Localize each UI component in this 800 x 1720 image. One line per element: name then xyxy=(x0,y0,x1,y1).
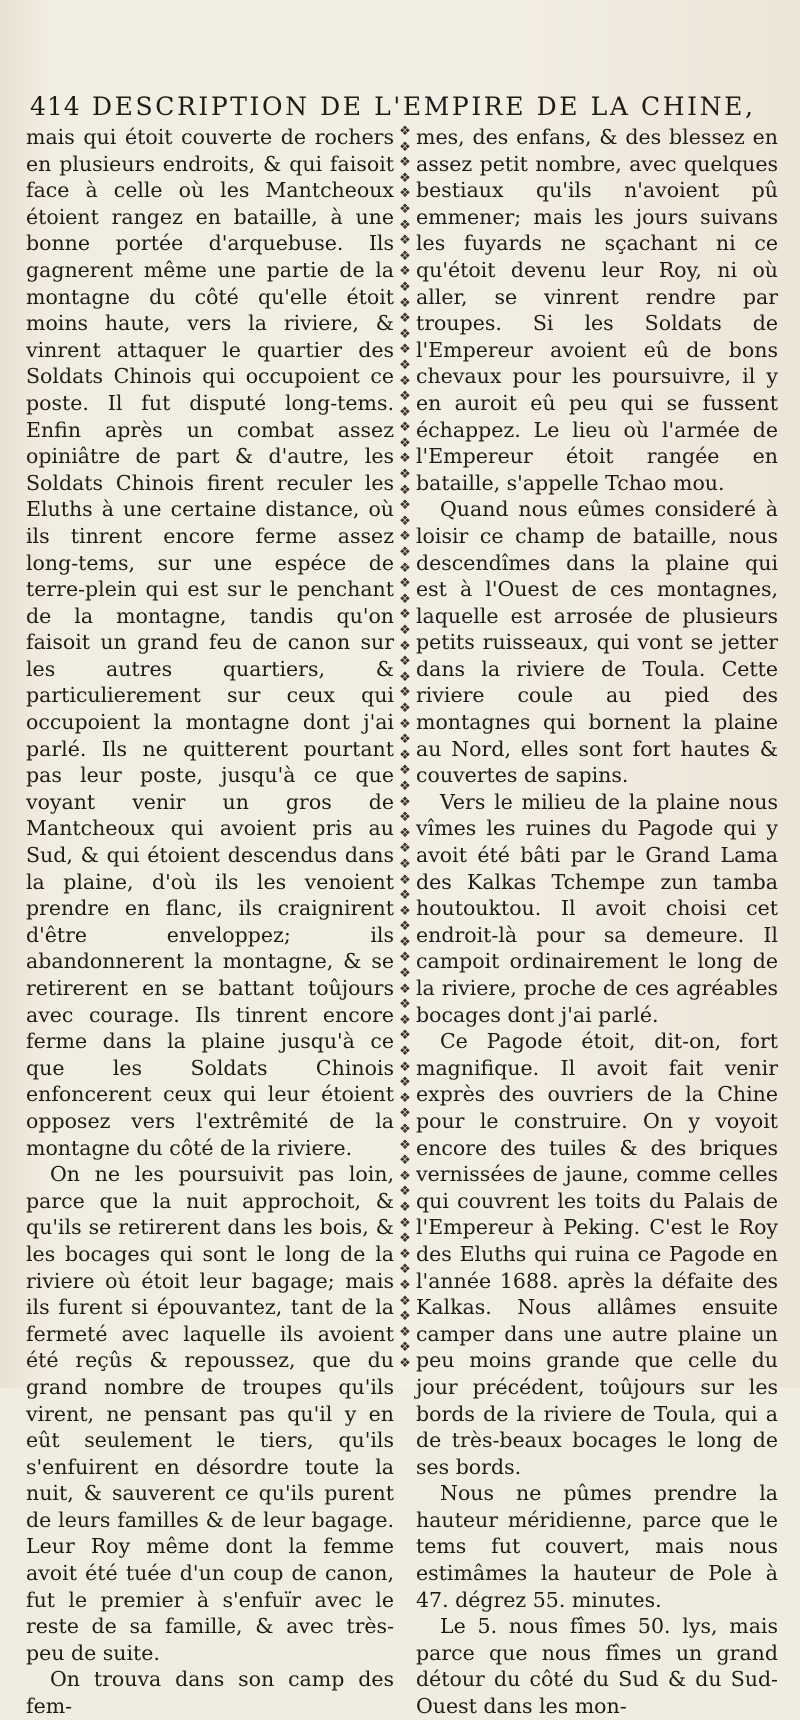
ornament-glyph: ❖ xyxy=(399,591,411,607)
ornament-glyph: ❖ xyxy=(399,264,411,280)
column-divider-ornament xyxy=(398,124,412,1376)
ornament-glyph: ❖ xyxy=(399,903,411,919)
ornament-glyph: ❖ xyxy=(399,1075,411,1091)
ornament-glyph: ❖ xyxy=(399,467,411,483)
ornament-glyph: ❖ xyxy=(399,825,411,841)
ornament-glyph: ❖ xyxy=(399,1231,411,1247)
ornament-glyph: ❖ xyxy=(399,124,411,139)
page-number: 414 xyxy=(30,92,81,121)
ornament-glyph: ❖ xyxy=(399,217,411,233)
ornament-glyph: ❖ xyxy=(399,576,411,592)
left-column xyxy=(26,124,394,1720)
ornament-glyph: ❖ xyxy=(399,155,411,171)
ornament-glyph: ❖ xyxy=(399,1090,411,1106)
ornament-glyph: ❖ xyxy=(399,638,411,654)
ornament-glyph: ❖ xyxy=(399,1277,411,1293)
ornament-glyph: ❖ xyxy=(399,295,411,311)
ornament-glyph: ❖ xyxy=(399,1340,411,1356)
ornament-glyph: ❖ xyxy=(399,1137,411,1153)
ornament-glyph: ❖ xyxy=(399,794,411,810)
ornament-glyph: ❖ xyxy=(399,1355,411,1371)
ornament-glyph: ❖ xyxy=(399,1168,411,1184)
left-paragraph-1: mais qui étoit couverte de rochers en plusieurs endroits, & qui faisoit face à celle où les Mantcheoux étoient rangez en bataille, à une bonne portée d'arquebuse. Ils gagnerent même une partie de la montagne du côté qu'elle étoit moins haute, vers la riviere, & vinrent attaquer le quartier des Soldats Chinois qui occupoient ce poste. Il fut disputé long-tems. Enfin après un combat assez opiniâtre de part & d'autre, les Soldats Chinois firent reculer les Eluths à une certaine distance, où ils tinrent encore ferme assez long-tems, sur une espéce de terre-plein qui est sur le penchant de la montagne, tandis qu'on faisoit un grand feu de canon sur les autres quartiers, & particulierement sur ceux qui occupoient la montagne dont j'ai parlé. Ils ne quitterent pourtant pas leur poste, jusqu'à ce que voyant venir un gros de Mantcheoux qui avoient pris au Sud, & qui étoient descendus dans la plaine, d'où ils les venoient prendre en flanc, ils craignirent d'être enveloppez; ils abandonnerent la montagne, & se retirerent en se battant toûjours avec courage. Ils tinrent encore ferme dans la plaine jusqu'à ce que les Soldats Chinois enfoncerent ceux qui leur étoient opposez vers l'extrêmité de la montagne du côté de la riviere. xyxy=(26,125,394,1160)
ornament-glyph: ❖ xyxy=(399,1059,411,1075)
ornament-glyph: ❖ xyxy=(399,435,411,451)
right-paragraph-4: Ce Pagode étoit, dit-on, fort magnifique. Il avoit fait venir exprès des ouvriers de la Chine pour le construire. On y voyoit encore des tuiles & des briques vernissées de jaune, comme celles qui couvrent les toits du Palais de l'Empereur à Peking. C'est le Roy des Eluths qui ruina ce Pagode en l'année 1688. après la défaite des Kalkas. Nous allâmes ensuite camper dans une autre plaine un peu moins grande que celle du jour précédent, toûjours sur les bords de la riviere de Toula, qui a de très-beaux bocages le long de ses bords. xyxy=(416,1029,778,1479)
right-paragraph-2: Quand nous eûmes consideré à loisir ce champ de bataille, nous descendîmes dans la plaine qui est à l'Ouest de ces montagnes, laquelle est arrosée de plusieurs petits ruisseaux, qui vont se jetter dans la riviere de Toula. Cette riviere coule au pied des montagnes qui bornent la plaine au Nord, elles sont fort hautes & couvertes de sapins. xyxy=(416,497,778,788)
ornament-glyph: ❖ xyxy=(399,1153,411,1169)
ornament-glyph: ❖ xyxy=(399,1199,411,1215)
ornament-glyph: ❖ xyxy=(399,373,411,389)
ornament-glyph: ❖ xyxy=(399,326,411,342)
ornament-glyph: ❖ xyxy=(399,404,411,420)
ornament-glyph: ❖ xyxy=(399,1262,411,1278)
ornament-glyph: ❖ xyxy=(399,139,411,155)
ornament-glyph: ❖ xyxy=(399,747,411,763)
ornament-glyph: ❖ xyxy=(399,1309,411,1325)
ornament-glyph: ❖ xyxy=(399,513,411,529)
running-head: DESCRIPTION DE L'EMPIRE DE LA CHINE, xyxy=(92,92,756,121)
right-paragraph-5: Nous ne pûmes prendre la hauteur méridienne, parce que le tems fut couvert, mais nous estimâmes la hauteur de Pole à 47. dégrez 55. minutes. xyxy=(416,1481,778,1612)
left-paragraph-2: On ne les poursuivit pas loin, parce que la nuit approchoit, & qu'ils se retirerent dans les bois, & les bocages qui sont le long de la riviere où étoit leur bagage; mais ils furent si épouvantez, tant de la fermeté avec laquelle ils avoient été reçûs & repoussez, que du grand nombre de troupes qu'ils virent, ne pensant pas qu'il y en eût seulement le tiers, qu'ils s'enfuirent en désordre toute la nuit, & sauverent ce qu'ils purent de leurs familles & de leur bagage. Leur Roy même dont la femme avoit été tuée d'un coup de canon, fut le premier à s'enfuïr avec le reste de sa famille, & avec très-peu de suite. xyxy=(26,1162,394,1665)
ornament-glyph: ❖ xyxy=(399,248,411,264)
ornament-glyph: ❖ xyxy=(399,357,411,373)
ornament-glyph: ❖ xyxy=(399,545,411,561)
ornament-glyph: ❖ xyxy=(399,841,411,857)
ornament-glyph: ❖ xyxy=(399,420,411,436)
ornament-glyph: ❖ xyxy=(399,279,411,295)
ornament-glyph: ❖ xyxy=(399,1012,411,1028)
ornament-glyph: ❖ xyxy=(399,1215,411,1231)
ornament-glyph: ❖ xyxy=(399,763,411,779)
ornament-glyph: ❖ xyxy=(399,1324,411,1340)
ornament-glyph: ❖ xyxy=(399,1293,411,1309)
right-paragraph-3: Vers le milieu de la plaine nous vîmes les ruines du Pagode qui y avoit été bâti par le Grand Lama des Kalkas Tchempe zun tamba houtouktou. Il avoit choisi cet endroit-là pour sa demeure. Il campoit ordinairement le long de la riviere, proche de ces agréables bocages dont j'ai parlé. xyxy=(416,789,778,1027)
ornament-glyph: ❖ xyxy=(399,1044,411,1060)
ornament-glyph: ❖ xyxy=(399,389,411,405)
ornament-glyph: ❖ xyxy=(399,311,411,327)
left-paragraph-3: On trouva dans son camp des fem- xyxy=(26,1667,394,1719)
ornament-glyph: ❖ xyxy=(399,669,411,685)
ornament-glyph: ❖ xyxy=(399,856,411,872)
right-column xyxy=(416,124,778,1720)
ornament-glyph: ❖ xyxy=(399,888,411,904)
ornament-glyph: ❖ xyxy=(399,778,411,794)
ornament-glyph: ❖ xyxy=(399,685,411,701)
ornament-glyph: ❖ xyxy=(399,981,411,997)
ornament-glyph: ❖ xyxy=(399,700,411,716)
ornament-glyph: ❖ xyxy=(399,716,411,732)
ornament-glyph: ❖ xyxy=(399,607,411,623)
right-paragraph-6: Le 5. nous fîmes 50. lys, mais parce que nous fîmes un grand détour du côté du Sud & du Sud-Ouest dans les mon- xyxy=(416,1614,778,1719)
right-paragraph-1: mes, des enfans, & des blessez en assez petit nombre, avec quelques bestiaux qu'ils n'avoient pû emmener; mais les jours suivans les fuyards ne sçachant ni ce qu'étoit devenu leur Roy, ni où aller, se vinrent rendre par troupes. Si les Soldats de l'Empereur avoient eû de bons chevaux pour les poursuivre, il y en auroit eû peu qui se fussent échappez. Le lieu où l'armée de l'Empereur étoit rangée en bataille, s'appelle Tchao mou. xyxy=(416,125,778,495)
ornament-glyph: ❖ xyxy=(399,934,411,950)
ornament-glyph: ❖ xyxy=(399,1122,411,1137)
ornament-glyph: ❖ xyxy=(399,810,411,826)
ornament-glyph: ❖ xyxy=(399,872,411,888)
ornament-glyph: ❖ xyxy=(399,1184,411,1200)
ornament-glyph: ❖ xyxy=(399,529,411,545)
ornament-glyph: ❖ xyxy=(399,498,411,514)
ornament-glyph: ❖ xyxy=(399,1106,411,1122)
ornament-glyph: ❖ xyxy=(399,560,411,576)
ornament-glyph: ❖ xyxy=(399,623,411,638)
ornament-glyph: ❖ xyxy=(399,966,411,982)
ornament-glyph: ❖ xyxy=(399,233,411,249)
ornament-glyph: ❖ xyxy=(399,482,411,498)
ornament-glyph: ❖ xyxy=(399,170,411,186)
page-header xyxy=(30,88,790,128)
ornament-glyph: ❖ xyxy=(399,1028,411,1044)
ornament-glyph: ❖ xyxy=(399,201,411,217)
ornament-glyph: ❖ xyxy=(399,919,411,935)
ornament-glyph: ❖ xyxy=(399,186,411,202)
ornament-glyph: ❖ xyxy=(399,997,411,1013)
ornament-glyph: ❖ xyxy=(399,950,411,966)
ornament-glyph: ❖ xyxy=(399,654,411,670)
ornament-glyph: ❖ xyxy=(399,732,411,748)
ornament-glyph: ❖ xyxy=(399,451,411,467)
ornament-glyph: ❖ xyxy=(399,1246,411,1262)
ornament-glyph: ❖ xyxy=(399,342,411,358)
